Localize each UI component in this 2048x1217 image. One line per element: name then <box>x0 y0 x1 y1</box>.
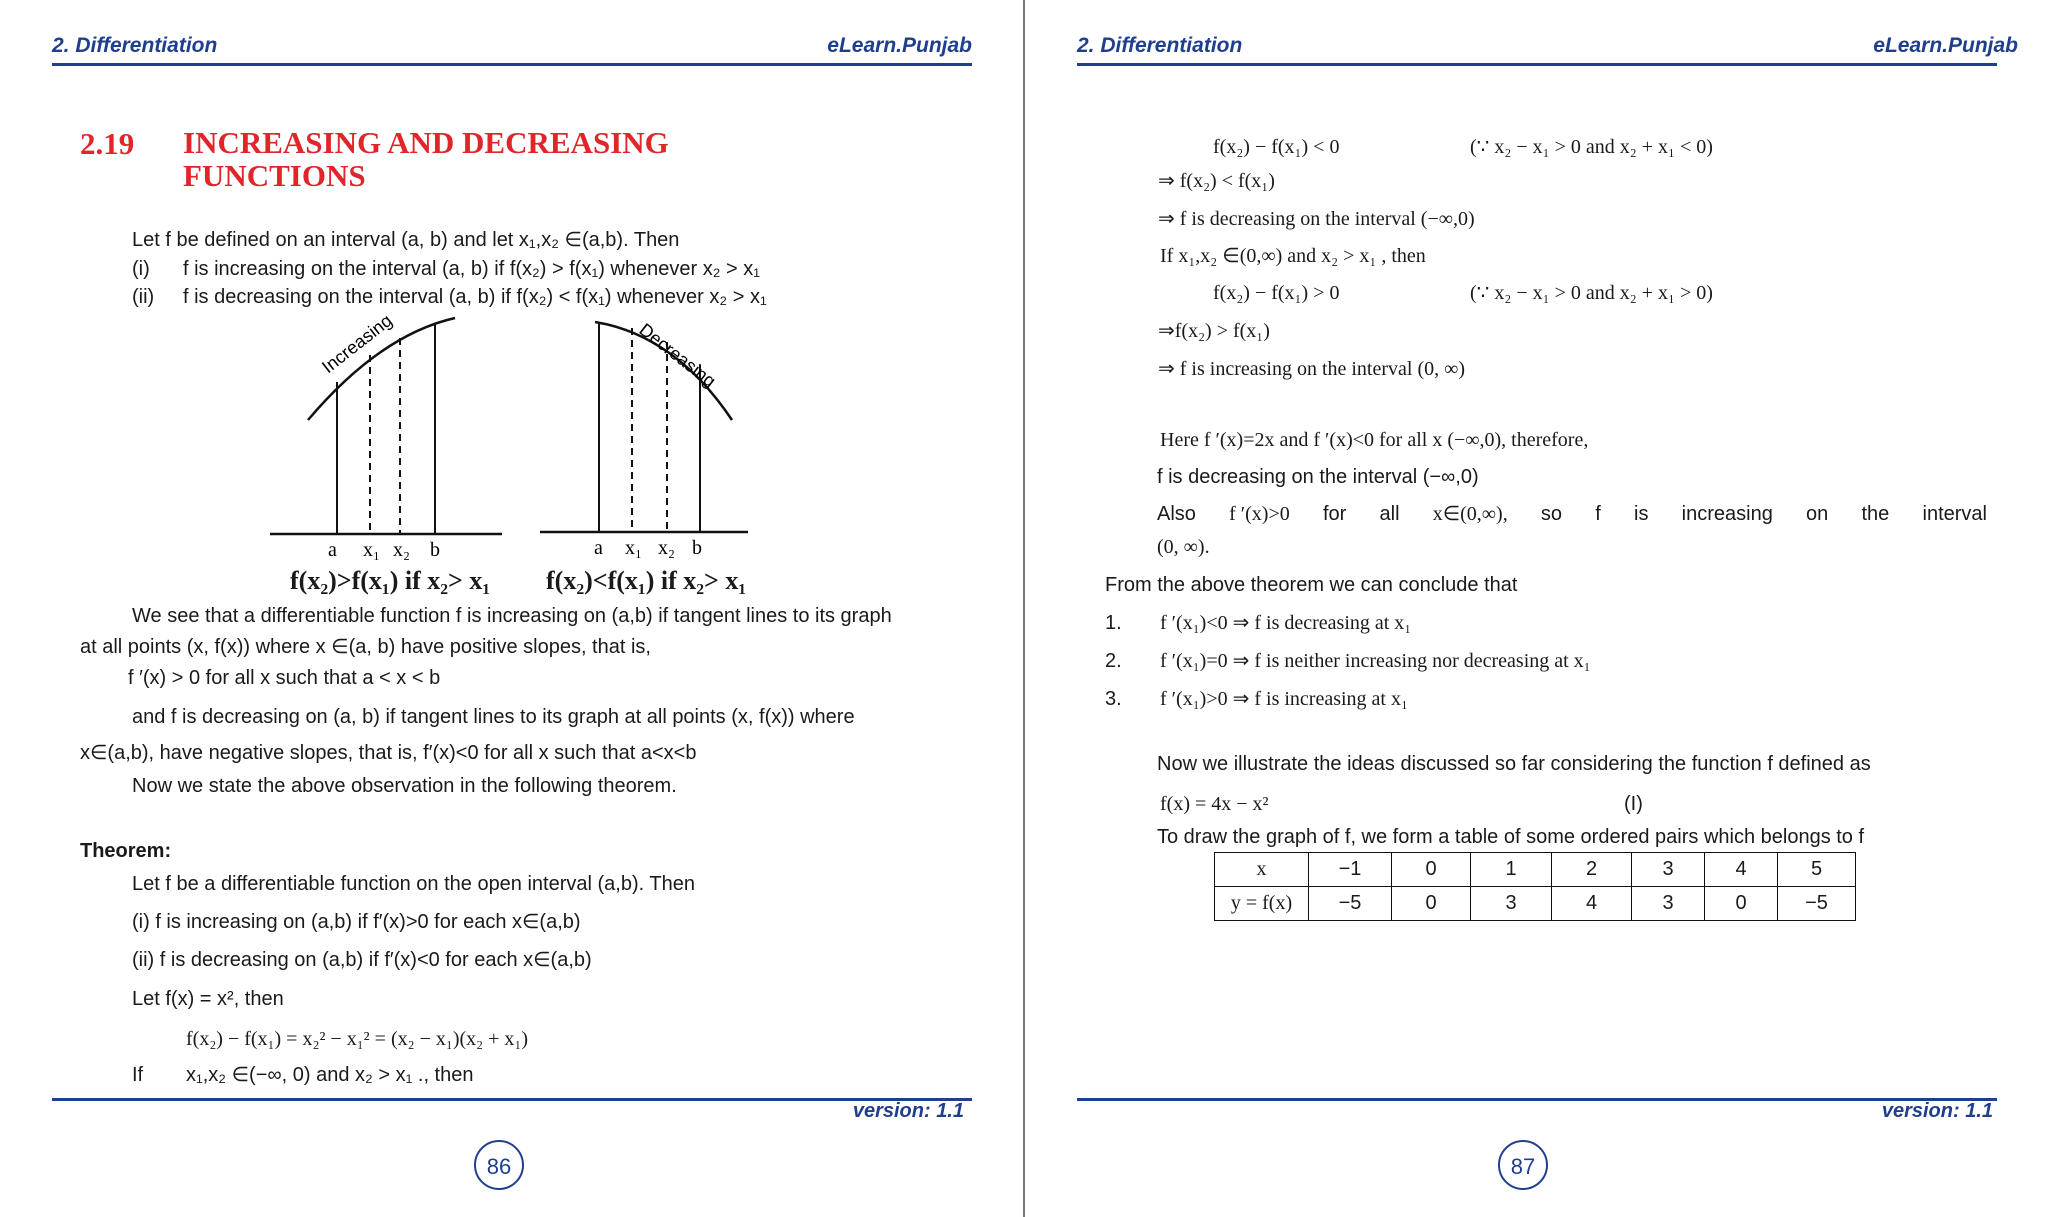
table-cell: −1 <box>1309 853 1392 887</box>
r-line7: ⇒ f is increasing on the interval (0, ∞) <box>1158 358 1466 380</box>
r-line13-label: (I) <box>1624 793 1643 815</box>
inc-label: Increasing <box>318 310 396 378</box>
footer-rule <box>1077 1098 1997 1101</box>
def2-label: (ii) <box>132 286 155 308</box>
inc-tick-x1: x₁ <box>363 539 380 561</box>
table-cell: −5 <box>1309 887 1392 921</box>
inc-tick-a: a <box>328 539 337 561</box>
brand-header: eLearn.Punjab <box>1873 34 2018 57</box>
r-line1: f(x₂) − f(x₁) < 0 <box>1213 136 1340 158</box>
table-cell: 3 <box>1471 887 1552 921</box>
dec-tick-x1: x₁ <box>625 537 642 559</box>
section-title-line2: FUNCTIONS <box>183 158 366 193</box>
para2-line1: and f is decreasing on (a, b) if tangent lines to its graph at all points (x, f(x)) where <box>132 706 855 728</box>
section-title-line1: INCREASING AND DECREASING <box>183 125 669 160</box>
table-cell: 0 <box>1705 887 1778 921</box>
dec-tick-x2: x₂ <box>658 537 675 559</box>
para1-line2: at all points (x, f(x)) where x ∈(a, b) have positive slopes, that is, <box>80 636 651 658</box>
list-item-3: f ′(x₁)>0 ⇒ f is increasing at x₁ <box>1160 688 1408 710</box>
chapter-header: 2. Differentiation <box>1077 34 1243 57</box>
table-cell: 2 <box>1552 853 1632 887</box>
table-head-x: x <box>1215 853 1309 887</box>
theorem-i: (i) f is increasing on (a,b) if f′(x)>0 for each x∈(a,b) <box>132 911 581 933</box>
theorem-ii: (ii) f is decreasing on (a,b) if f′(x)<0 for each x∈(a,b) <box>132 949 592 971</box>
table-cell: 5 <box>1778 853 1856 887</box>
table-cell: 3 <box>1632 887 1705 921</box>
list-num-3: 3. <box>1105 688 1122 710</box>
equation-1: f(x₂) − f(x₁) = x₂² − x₁² = (x₂ − x₁)(x₂ + x₁) <box>186 1028 529 1050</box>
r-line2: ⇒ f(x₂) < f(x₁) <box>1158 170 1275 192</box>
theorem-title: Theorem: <box>80 840 172 862</box>
caption-decreasing: f(x₂)<f(x₁) if x₂> x₁ <box>546 566 747 595</box>
list-num-2: 2. <box>1105 650 1122 672</box>
def1-text: f is increasing on the interval (a, b) if f(x₂) > f(x₁) whenever x₂ > x₁ <box>183 258 761 280</box>
inc-dec-figure <box>260 310 780 562</box>
dec-tick-b: b <box>692 537 702 559</box>
r-line3: ⇒ f is decreasing on the interval (−∞,0) <box>1158 208 1475 230</box>
table-cell: 1 <box>1471 853 1552 887</box>
r-line5: f(x₂) − f(x₁) > 0 <box>1213 282 1340 304</box>
version-label: version: 1.1 <box>852 1100 964 1122</box>
if-label: If <box>132 1064 144 1086</box>
para1-line3: f ′(x) > 0 for all x such that a < x < b <box>128 667 441 689</box>
table-cell: 4 <box>1705 853 1778 887</box>
table-cell: −5 <box>1778 887 1856 921</box>
r-line8: Here f ′(x)=2x and f ′(x)<0 for all x (−∞,0), therefore, <box>1160 429 1589 451</box>
footer-rule <box>52 1098 972 1101</box>
list-num-1: 1. <box>1105 612 1122 634</box>
header-rule <box>1077 63 1997 66</box>
r-line4: If x₁,x₂ ∈(0,∞) and x₂ > x₁ , then <box>1160 245 1426 267</box>
def1-label: (i) <box>132 258 150 280</box>
theorem-intro: Let f be a differentiable function on the open interval (a,b). Then <box>132 873 695 895</box>
inc-tick-x2: x₂ <box>393 539 410 561</box>
r-line11: From the above theorem we can conclude that <box>1105 574 1518 596</box>
r-line6: ⇒f(x₂) > f(x₁) <box>1158 320 1270 342</box>
para1-line1: We see that a differentiable function f is increasing on (a,b) if tangent lines to its graph <box>132 605 892 627</box>
list-item-2: f ′(x₁)=0 ⇒ f is neither increasing nor decreasing at x₁ <box>1160 650 1591 672</box>
r-line5-reason: (∵ x₂ − x₁ > 0 and x₂ + x₁ > 0) <box>1470 282 1713 304</box>
table-row <box>1215 853 1856 887</box>
chapter-header: 2. Differentiation <box>52 34 218 57</box>
table-cell: 0 <box>1392 887 1471 921</box>
header-rule <box>52 63 972 66</box>
caption-increasing: f(x₂)>f(x₁) if x₂> x₁ <box>290 566 491 595</box>
brand-header: eLearn.Punjab <box>827 34 972 57</box>
values-table <box>1214 852 1856 921</box>
table-cell: 0 <box>1392 853 1471 887</box>
table-cell: 3 <box>1632 853 1705 887</box>
para2-line2: x∈(a,b), have negative slopes, that is, f′(x)<0 for all x such that a<x<b <box>80 742 697 764</box>
page-number: 86 <box>474 1140 524 1190</box>
dec-tick-a: a <box>594 537 603 559</box>
def2-text: f is decreasing on the interval (a, b) if f(x₂) < f(x₁) whenever x₂ > x₁ <box>183 286 767 308</box>
dec-label: Decreasing <box>635 319 720 392</box>
table-row <box>1215 887 1856 921</box>
r-line12: Now we illustrate the ideas discussed so far considering the function f defined as <box>1157 753 1871 775</box>
r-line10: Also f ′(x)>0 for all x∈(0,∞), so f is increasing on the interval <box>1157 503 1987 525</box>
r-line13: f(x) = 4x − x² <box>1160 793 1269 815</box>
para3: Now we state the above observation in the following theorem. <box>132 775 677 797</box>
section-number: 2.19 <box>80 126 135 161</box>
section-title <box>183 126 669 192</box>
table-cell: 4 <box>1552 887 1632 921</box>
let-text: Let f(x) = x², then <box>132 988 284 1010</box>
table-head-y: y = f(x) <box>1215 887 1309 921</box>
page-right <box>1025 0 2048 1217</box>
list-item-1: f ′(x₁)<0 ⇒ f is decreasing at x₁ <box>1160 612 1412 634</box>
r-line9: f is decreasing on the interval (−∞,0) <box>1157 466 1479 488</box>
version-label: version: 1.1 <box>1881 1100 1993 1122</box>
r-line10b: (0, ∞). <box>1157 536 1210 558</box>
r-line14: To draw the graph of f, we form a table of some ordered pairs which belongs to f <box>1157 826 1865 848</box>
intro-text: Let f be defined on an interval (a, b) and let x₁,x₂ ∈(a,b). Then <box>132 229 680 251</box>
page-left <box>0 0 1023 1217</box>
r-line1-reason: (∵ x₂ − x₁ > 0 and x₂ + x₁ < 0) <box>1470 136 1713 158</box>
inc-tick-b: b <box>430 539 440 561</box>
if-text: x₁,x₂ ∈(−∞, 0) and x₂ > x₁ ., then <box>186 1064 474 1086</box>
page-number: 87 <box>1498 1140 1548 1190</box>
